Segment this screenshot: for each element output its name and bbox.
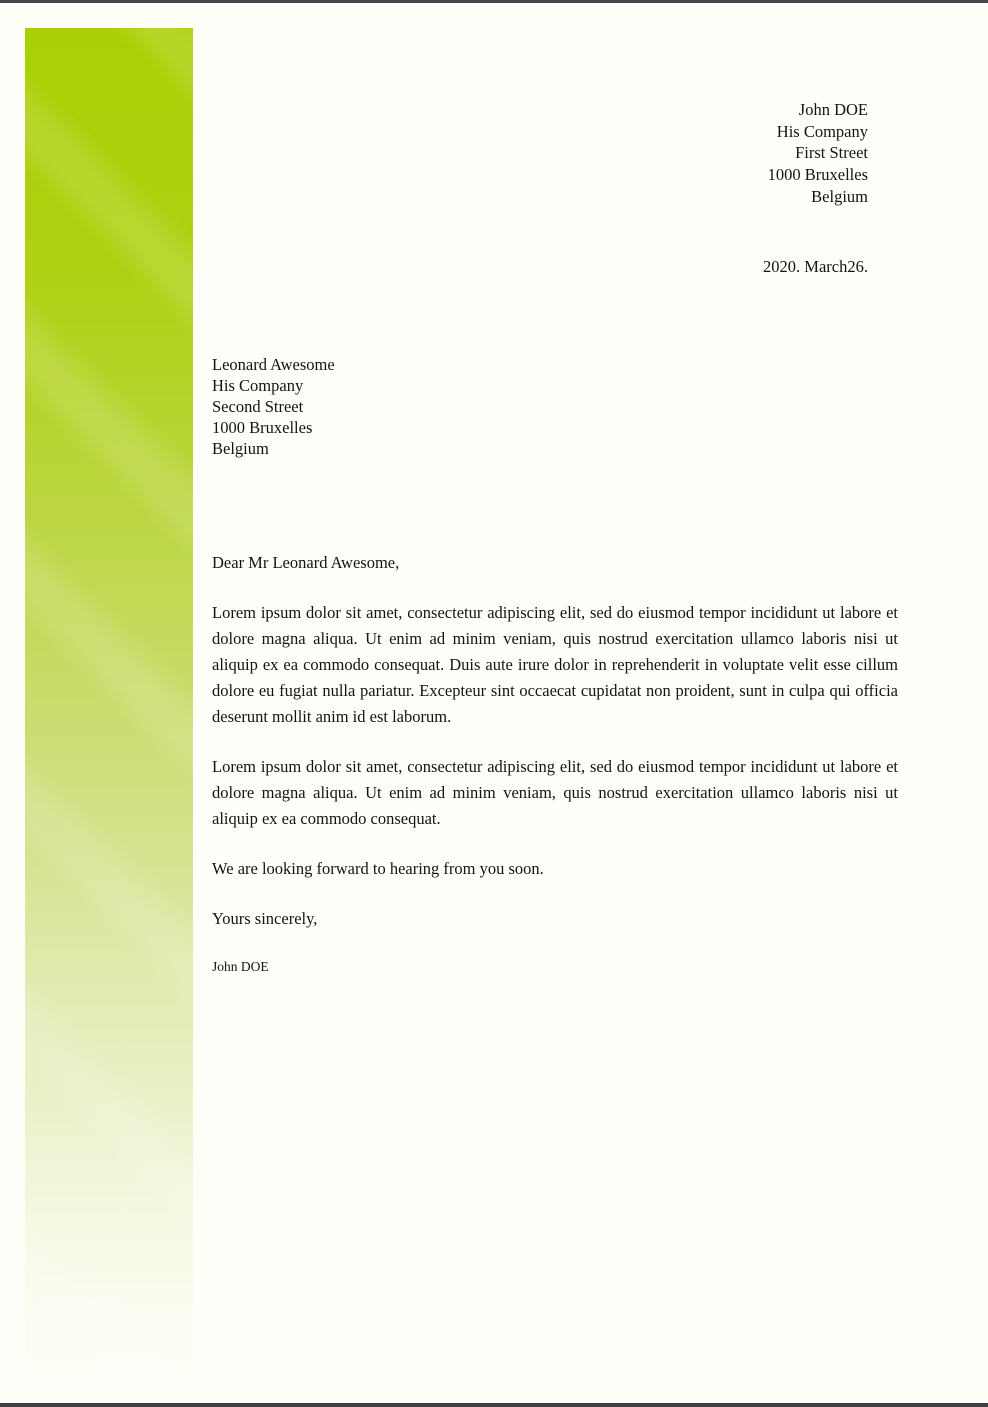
valediction: Yours sincerely, (212, 909, 318, 928)
sender-country: Belgium (811, 186, 868, 206)
closing-line: We are looking forward to hearing from you soon. (212, 859, 544, 878)
page-bottom-border (0, 1403, 988, 1407)
letter-date: 2020. March26. (763, 257, 868, 276)
green-gradient-sidebar (25, 28, 193, 1380)
recipient-city: 1000 Bruxelles (212, 418, 313, 437)
recipient-name: Leonard Awesome (212, 355, 335, 374)
page-top-border (0, 0, 988, 3)
salutation: Dear Mr Leonard Awesome, (212, 553, 400, 572)
signature-name: John DOE (212, 959, 269, 974)
sender-address-block (768, 99, 868, 208)
sender-company: His Company (776, 121, 868, 141)
letter-body (212, 550, 898, 976)
body-paragraph-1: Lorem ipsum dolor sit amet, consectetur adipiscing elit, sed do eiusmod tempor incididunt ut labore et dolore magna aliqua. Ut enim ad minim veniam, quis nostrud exercitation ullamco laboris nisi ut aliquip ex ea commodo consequat. Duis aute irure dolor in reprehenderit in voluptate velit esse cillum dolore eu fugiat nulla pariatur. Excepteur sint occaecat cupidatat non proident, sunt in culpa qui officia deserunt mollit anim id est laborum. (212, 603, 898, 726)
recipient-street: Second Street (212, 397, 304, 416)
recipient-country: Belgium (212, 439, 269, 458)
sender-city: 1000 Bruxelles (767, 165, 868, 185)
body-paragraph-2: Lorem ipsum dolor sit amet, consectetur adipiscing elit, sed do eiusmod tempor incididunt ut labore et dolore magna aliqua. Ut enim ad minim veniam, quis nostrud exercitation ullamco laboris nisi ut aliquip ex ea commodo consequat. (212, 757, 898, 828)
recipient-company: His Company (212, 376, 304, 395)
sender-name: John DOE (798, 100, 868, 119)
recipient-address-block (212, 354, 335, 459)
sender-street: First Street (795, 143, 868, 163)
